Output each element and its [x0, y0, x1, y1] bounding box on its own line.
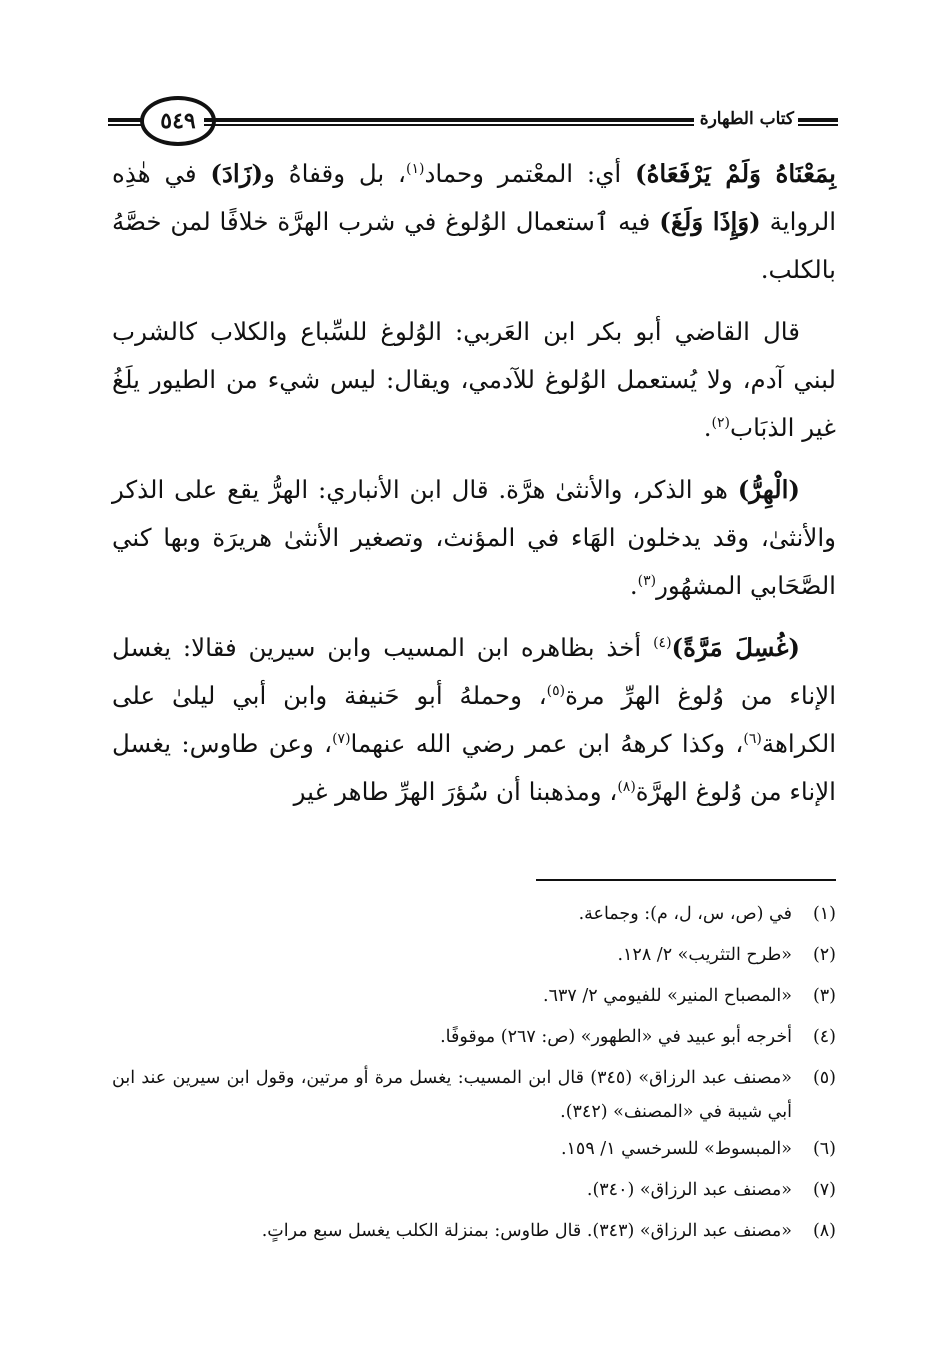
footnote-1: [112, 894, 836, 935]
text-run: ، وعن طاوس: يغسل الإناء من وُلوغ الهرَّة: [112, 729, 836, 806]
footnote-text: «المصباح المنير» للفيومي ٢/ ٦٣٧.: [543, 986, 792, 1006]
quoted-hadith-text: (وَإِذَا وَلَغَ): [659, 207, 761, 236]
footnote-5: [112, 1058, 836, 1129]
text-run: هو الذكر، والأنثىٰ هرَّة. قال ابن الأنباري: الهرُّ يقع على الذكر والأنثىٰ، وقد يدخلون الهَاء في المؤنث، وتصغير الأنثىٰ هريرَة وبها كني الصَّحَابي المشهُور: [112, 475, 836, 600]
footnote-number: (٦): [812, 1139, 836, 1159]
text-run: فيه ٱستعمال الوُلوغ في شرب الهرَّة خلافًا لمن خصَّهُ بالكلب.: [112, 207, 836, 284]
footnote-number: (٣): [812, 986, 836, 1006]
footnotes: [112, 894, 836, 1252]
footnote-number: (٥): [812, 1068, 836, 1088]
text-run: .: [629, 571, 638, 600]
page-number: ٥٤٩: [140, 96, 216, 146]
paragraph-3: [112, 466, 836, 610]
footnote-4: [112, 1017, 836, 1058]
paragraph-2: [112, 308, 836, 452]
quoted-hadith-text: (غُسِلَ مَرَّةً): [671, 633, 800, 662]
text-run: ، وكذا كرههُ ابن عمر رضي الله عنهما: [350, 729, 744, 758]
footnote-separator: [536, 879, 836, 881]
header-rule-middle: [204, 118, 694, 128]
text-run: أخذ بظاهره ابن المسيب وابن سيرين فقالا: يغسل الإناء من وُلوغ الهرِّ مرة: [112, 633, 836, 710]
footnote-ref-3: (٣): [637, 572, 657, 589]
footnote-text: أخرجه أبو عبيد في «الطهور» (ص: ٢٦٧) موقوفًا.: [440, 1027, 792, 1047]
text-run: قال القاضي أبو بكر ابن العَربي: الوُلوغ للسِّباع والكلاب كالشرب لبني آدم، ولا يُستعمل الوُلوغ للآدمي، ويقال: ليس شيء من الطيور يلَغُ غير الذبَاب: [112, 317, 836, 442]
footnote-2: [112, 935, 836, 976]
footnote-ref-7: (٧): [332, 730, 351, 747]
page-header: [108, 92, 838, 152]
footnote-ref-6: (٦): [743, 730, 762, 747]
footnote-text: «طرح التثريب» ٢/ ١٢٨.: [617, 945, 792, 965]
footnote-3: [112, 976, 836, 1017]
main-text: [112, 150, 836, 830]
paragraph-4: [112, 624, 836, 816]
text-run: في هٰذِه الرواية: [112, 159, 837, 236]
footnote-number: (٢): [812, 945, 836, 965]
footnote-8: [112, 1211, 836, 1252]
footnote-text: «المبسوط» للسرخسي ١/ ١٥٩.: [560, 1139, 792, 1159]
footnote-ref-5: (٥): [546, 682, 566, 699]
footnote-ref-4: (٤): [653, 634, 672, 651]
text-run: أي: المعْتمر وحماد: [424, 159, 635, 188]
text-run: ، وحملهُ أبو حَنيفة وابن أبي ليلىٰ على الكراهة: [112, 681, 836, 758]
footnote-text: في (ص، س، ل، م): وجماعة.: [578, 904, 792, 924]
footnote-text: «مصنف عبد الرزاق» (٣٤٥) قال ابن المسيب: يغسل مرة أو مرتين، وقول ابن سيرين عند ابن أبي شيبة في «المصنف» (٣٤٢).: [112, 1068, 792, 1122]
quoted-hadith-text: (الْهِرُّ): [737, 475, 800, 504]
header-rule-right: [798, 118, 838, 128]
quoted-hadith-text: (زَادَ): [210, 159, 264, 188]
footnote-text: «مصنف عبد الرزاق» (٣٤٠).: [586, 1180, 792, 1200]
footnote-number: (٤): [812, 1027, 836, 1047]
text-run: ، بل وقفاهُ و: [263, 159, 406, 188]
footnote-number: (٨): [812, 1221, 836, 1241]
footnote-ref-1: (١): [405, 160, 425, 177]
text-run: ، ومذهبنا أن سُؤرَ الهرِّ طاهر غير: [293, 777, 618, 806]
book-title: كتاب الطهارة: [699, 109, 794, 129]
footnote-text: «مصنف عبد الرزاق» (٣٤٣). قال طاوس: بمنزلة الكلب يغسل سبع مراتٍ.: [261, 1221, 792, 1241]
footnote-ref-8: (٨): [617, 778, 636, 795]
text-run: .: [703, 413, 712, 442]
footnote-number: (٧): [812, 1180, 836, 1200]
paragraph-1: [112, 150, 836, 294]
footnote-6: [112, 1129, 836, 1170]
footnote-ref-2: (٢): [711, 414, 730, 431]
footnote-7: [112, 1170, 836, 1211]
header-rule-left: [108, 118, 144, 128]
footnote-number: (١): [812, 904, 836, 924]
quoted-hadith-text: بِمَعْنَاهُ وَلَمْ يَرْفَعَاهُ): [635, 159, 836, 188]
